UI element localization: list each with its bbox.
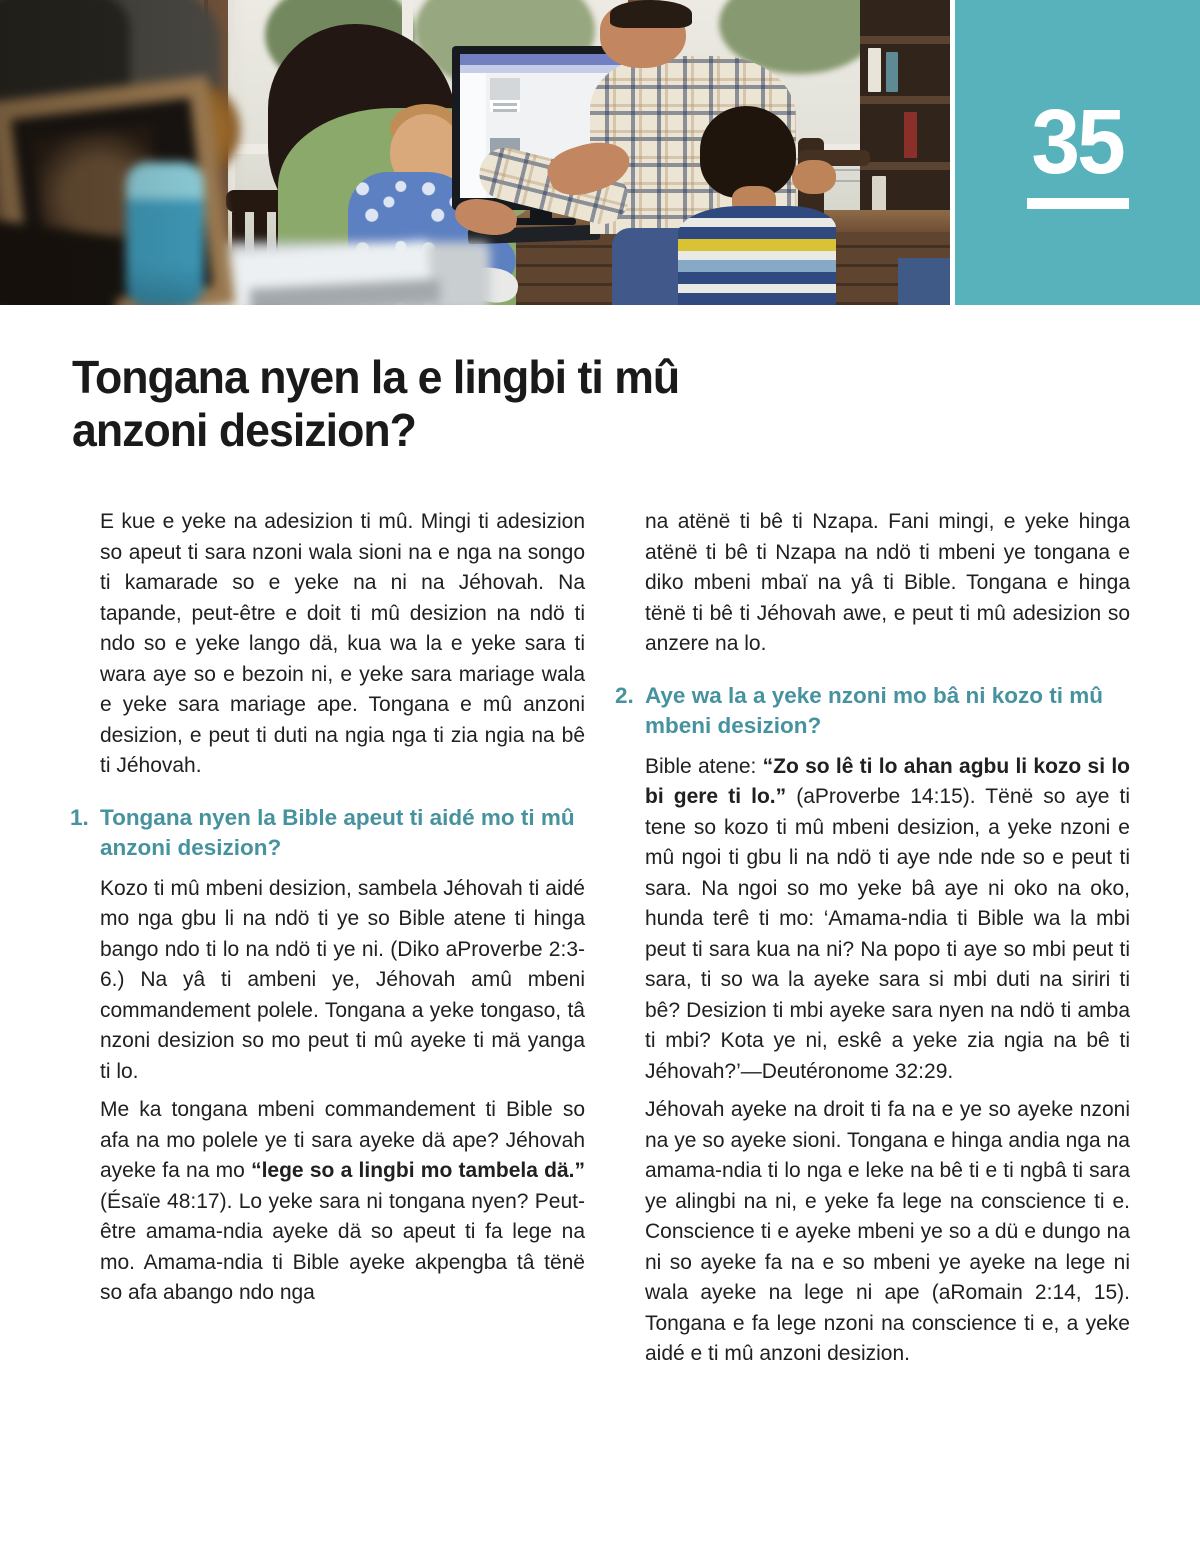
question-1-number: 1. xyxy=(70,804,89,830)
paragraph-text: (aProverbe 14:15). Tënë so aye ti tene so kozo ti mû mbeni desizion, a yeke nzoni e mû ngoi ti gbu li na ndö ti aye nde nde so e peut ti sara. Na ngoi so mo yeke bâ aye ni oko na oko, hunda terê ti mo: ‘Amama-ndia ti Bible wa la mbi peut ti sara kua na ni? Na popo ti aye so mbi peut ti sara, ti so wa la ayeke sara si mbi duti na siriri ti bê? Desizion ti mbi ayeke sara nyen na ndö ti amba ti mbi? Kota ye ni, eskê a yeke zia ngia na bê ti Jéhovah?’—Deutéronome 32:29. xyxy=(645,785,1130,1083)
paragraph-text: Me ka tongana mbeni commandement ti Bible so afa na mo polele ye ti sara ayeke dä ape? Jéhovah ayeke fa na mo xyxy=(100,1098,585,1182)
lesson-number-box xyxy=(955,0,1200,305)
answer-2-paragraph xyxy=(645,752,1130,1088)
question-2-number: 2. xyxy=(615,682,634,708)
answer-1-paragraph: Kozo ti mû mbeni desizion, sambela Jéhovah ti aidé mo nga gbu li na ndö ti ye so Bible atene ti hinga bango ndo ti lo na ndö ti ye ni. (Diko aProverbe 2:3-6.) Na yâ ti ambeni ye, Jéhovah amû mbeni commandement polele. Tongana a yeke tongaso, tâ nzoni desizion so mo peut ti mû ayeke ti mä yanga ti lo. xyxy=(100,876,585,1083)
scripture-quote: “Zo so lê ti lo ahan agbu li kozo si lo bi gere ti lo.” xyxy=(645,754,1130,808)
question-2-text: Aye wa la a yeke nzoni mo bâ ni kozo ti mû mbeni desizion? xyxy=(645,682,1104,738)
photo-foreground-water-bottle xyxy=(126,162,204,305)
page-title xyxy=(72,351,1098,457)
lesson-number-underline xyxy=(1027,198,1129,209)
lesson-number: 35 xyxy=(1031,91,1124,193)
scripture-quote: “lege so a lingbi mo tambela dä.” xyxy=(251,1159,586,1182)
page-title-line1: Tongana nyen la e lingbi ti mû xyxy=(72,351,680,403)
intro-paragraph: E kue e yeke na adesizion ti mû. Mingi ti adesizion so apeut ti sara nzoni wala sioni na e nga na songo ti kamarade so e yeke na ni na Jéhovah. Na tapande, peut-être e doit ti mû desizion na ndö ti ndo so e yeke lango dä, kua wa la e yeke sara ti wara aye so e bezoin ni, e yeke sara mariage wala e yeke sara mariage ape. Tongana e mû anzoni desizion, e peut ti duti na ngia nga ti zia ngia na bê ti Jéhovah. xyxy=(100,510,585,777)
article-columns xyxy=(72,507,1200,1378)
answer-1-paragraph-2 xyxy=(100,1095,585,1309)
question-1 xyxy=(70,803,585,863)
question-1-text: Tongana nyen la Bible apeut ti aidé mo ti mû anzoni desizion? xyxy=(100,804,575,860)
answer-2-paragraph-2: Jéhovah ayeke na droit ti fa na e ye so ayeke nzoni na ye so ayeke sioni. Tongana e hinga andia nga na amama-ndia ti lo nga e leke na bê ti e ti ngbâ ti sara ye alingbi na ni, e yeke fa lege na conscience ti e. Conscience ti e ayeke mbeni ye so a dü e dungo na ni so ayeke fa na e so mbeni ye ayeke na lege ni wala ayeke na lege ni ape (aRomain 2:14, 15). Tongana e fa lege nzoni na conscience ti e, a yeke aidé e ti mû anzoni desizion. xyxy=(645,1098,1130,1365)
question-2 xyxy=(615,681,1130,741)
right-column xyxy=(617,507,1130,1378)
page-title-line2: anzoni desizion? xyxy=(72,404,416,456)
left-column xyxy=(72,507,585,1378)
hero-section xyxy=(0,0,1200,305)
paragraph-text: Bible atene: xyxy=(645,754,763,778)
paragraph-text: (Ésaïe 48:17). Lo yeke sara ni tongana nyen? Peut-être amama-ndia ayeke dä so apeut ti fa lege na mo. Amama-ndia ti Bible ayeke akpengba tâ tënë so afa abango ndo nga xyxy=(100,1189,585,1304)
photo-foreground-blur xyxy=(0,0,950,305)
family-computer-photo xyxy=(0,0,950,305)
continued-paragraph: na atënë ti bê ti Nzapa. Fani mingi, e yeke hinga atënë ti bê ti Nzapa na ndö ti mbeni ye tongana e diko mbeni mbaï na yâ ti Bible. Tongana e hinga tënë ti bê ti Jéhovah awe, e peut ti mû adesizion so anzere na lo. xyxy=(645,510,1130,655)
